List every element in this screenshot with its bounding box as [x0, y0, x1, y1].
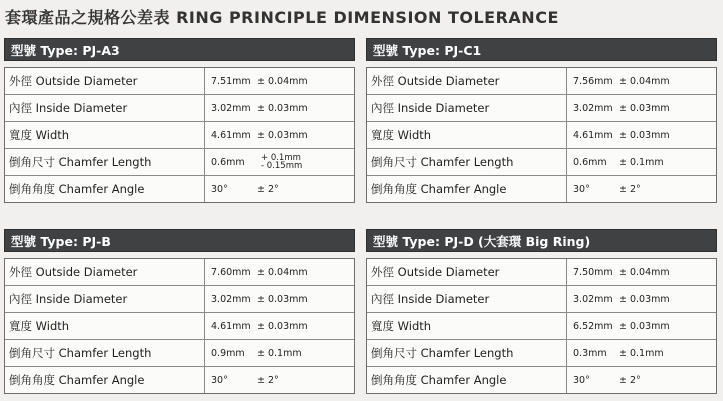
tolerance-text: ± 2°	[619, 183, 641, 195]
row-label: 內徑 Inside Diameter	[367, 95, 567, 121]
table-row	[5, 286, 354, 313]
panel-pj-d	[366, 229, 717, 394]
table-row	[367, 68, 716, 95]
value-text: 4.61mm	[211, 320, 251, 332]
row-value	[567, 68, 716, 94]
value-text: 30°	[573, 183, 590, 195]
row-label: 外徑 Outside Diameter	[5, 68, 205, 94]
row-value	[205, 313, 354, 339]
value-text: 3.02mm	[573, 293, 613, 305]
tolerance-text: ± 0.04mm	[257, 266, 308, 278]
row-value	[567, 340, 716, 366]
value-text: 3.02mm	[573, 102, 613, 114]
row-label: 外徑 Outside Diameter	[367, 259, 567, 285]
spec-table	[4, 258, 355, 394]
table-row	[5, 340, 354, 367]
value-text: 7.56mm	[573, 75, 613, 87]
row-value	[205, 68, 354, 94]
row-value	[205, 259, 354, 285]
tolerance-text: ± 0.03mm	[257, 102, 308, 114]
value-text: 7.60mm	[211, 266, 251, 278]
row-value	[205, 176, 354, 202]
table-row	[367, 95, 716, 122]
tolerance-text: ± 2°	[257, 374, 279, 386]
tolerance-text: ± 0.03mm	[619, 293, 670, 305]
tolerance-text: ± 0.1mm	[257, 347, 302, 359]
value-text: 0.3mm	[573, 347, 607, 359]
table-row	[367, 313, 716, 340]
panel-pj-b	[4, 229, 355, 394]
tolerance-text: ± 0.03mm	[257, 320, 308, 332]
table-row	[367, 149, 716, 176]
row-value	[567, 286, 716, 312]
tolerance-text: ± 0.1mm	[619, 347, 664, 359]
table-row	[5, 176, 354, 202]
table-row	[367, 176, 716, 202]
table-row	[5, 95, 354, 122]
row-label: 倒角角度 Chamfer Angle	[367, 367, 567, 393]
table-row	[5, 68, 354, 95]
table-row	[367, 367, 716, 393]
value-text: 30°	[211, 374, 228, 386]
table-row	[5, 259, 354, 286]
row-value	[567, 149, 716, 175]
tolerance-text: ± 0.03mm	[619, 320, 670, 332]
row-label: 內徑 Inside Diameter	[5, 95, 205, 121]
value-text: 0.6mm	[211, 156, 245, 168]
row-label: 外徑 Outside Diameter	[5, 259, 205, 285]
row-label: 內徑 Inside Diameter	[5, 286, 205, 312]
row-value	[205, 340, 354, 366]
value-text: 3.02mm	[211, 293, 251, 305]
tolerance-minus: - 0.15mm	[261, 161, 303, 171]
table-row	[367, 286, 716, 313]
row-label: 倒角角度 Chamfer Angle	[5, 367, 205, 393]
row-label: 寬度 Width	[5, 122, 205, 148]
tolerance-text: ± 0.03mm	[619, 129, 670, 141]
row-value	[567, 176, 716, 202]
value-text: 3.02mm	[211, 102, 251, 114]
table-row	[5, 122, 354, 149]
row-label: 倒角尺寸 Chamfer Length	[367, 340, 567, 366]
row-value	[567, 95, 716, 121]
row-value	[567, 259, 716, 285]
row-value	[205, 149, 354, 175]
table-row	[367, 259, 716, 286]
row-label: 倒角尺寸 Chamfer Length	[367, 149, 567, 175]
row-label: 外徑 Outside Diameter	[367, 68, 567, 94]
row-value	[205, 367, 354, 393]
panel-header: 型號 Type: PJ-C1	[366, 38, 717, 61]
tolerance-text: ± 0.04mm	[619, 266, 670, 278]
tolerance-text: ± 0.03mm	[619, 102, 670, 114]
tolerance-text: ± 2°	[257, 183, 279, 195]
spec-table	[366, 67, 717, 203]
panel-pj-c1	[366, 38, 717, 203]
table-row	[5, 313, 354, 340]
table-row	[367, 340, 716, 367]
row-label: 寬度 Width	[5, 313, 205, 339]
row-value	[205, 95, 354, 121]
spec-table	[4, 67, 355, 203]
value-text: 4.61mm	[211, 129, 251, 141]
tolerance-plus: + 0.1mm	[261, 153, 301, 163]
panel-pj-a3	[4, 38, 355, 203]
tolerance-text: ± 0.04mm	[257, 75, 308, 87]
spec-table	[366, 258, 717, 394]
tolerance-text: ± 0.04mm	[619, 75, 670, 87]
row-value	[205, 122, 354, 148]
row-value	[567, 122, 716, 148]
value-text: 30°	[211, 183, 228, 195]
tolerance-text: ± 2°	[619, 374, 641, 386]
value-text: 30°	[573, 374, 590, 386]
row-label: 倒角尺寸 Chamfer Length	[5, 149, 205, 175]
row-label: 寬度 Width	[367, 313, 567, 339]
row-label: 倒角角度 Chamfer Angle	[5, 176, 205, 202]
value-text: 7.51mm	[211, 75, 251, 87]
value-text: 4.61mm	[573, 129, 613, 141]
row-label: 倒角尺寸 Chamfer Length	[5, 340, 205, 366]
panel-header: 型號 Type: PJ-B	[4, 229, 355, 252]
value-text: 0.6mm	[573, 156, 607, 168]
tolerance-text: ± 0.1mm	[619, 156, 664, 168]
panel-header: 型號 Type: PJ-A3	[4, 38, 355, 61]
tolerance-text: ± 0.03mm	[257, 293, 308, 305]
row-label: 內徑 Inside Diameter	[367, 286, 567, 312]
panel-header: 型號 Type: PJ-D (大套環 Big Ring)	[366, 229, 717, 252]
row-label: 倒角角度 Chamfer Angle	[367, 176, 567, 202]
table-row	[367, 122, 716, 149]
tolerance-text: ± 0.03mm	[257, 129, 308, 141]
row-label: 寬度 Width	[367, 122, 567, 148]
row-value	[567, 367, 716, 393]
value-text: 7.50mm	[573, 266, 613, 278]
tolerance-stack	[261, 154, 302, 170]
value-text: 0.9mm	[211, 347, 245, 359]
table-row	[5, 367, 354, 393]
page-title: 套環產品之規格公差表 RING PRINCIPLE DIMENSION TOLERANCE	[5, 8, 559, 27]
row-value	[567, 313, 716, 339]
value-text: 6.52mm	[573, 320, 613, 332]
row-value	[205, 286, 354, 312]
table-row	[5, 149, 354, 176]
